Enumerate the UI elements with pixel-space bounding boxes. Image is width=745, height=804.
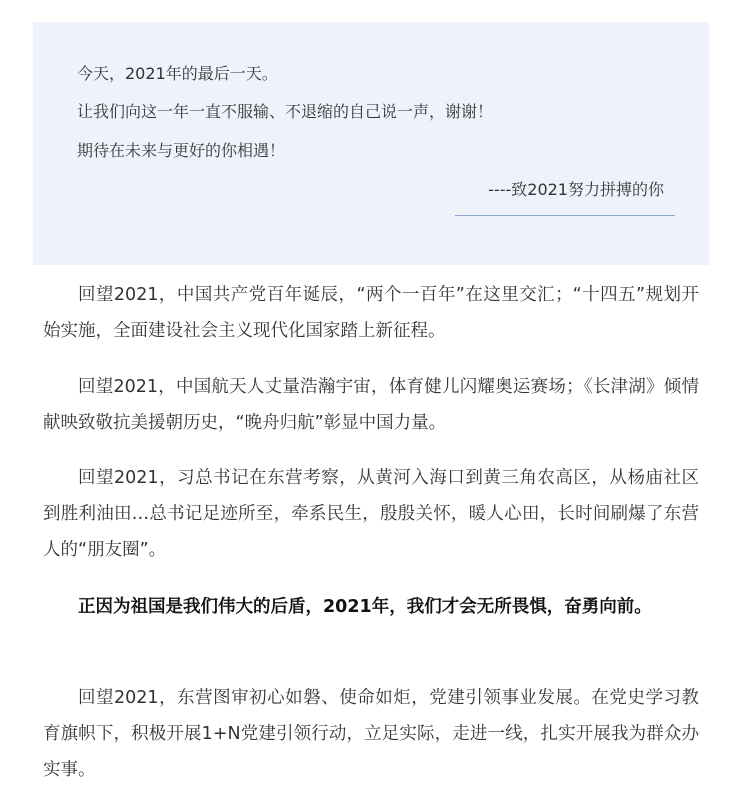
quote-signature: ----致2021努力拼搏的你 [488, 180, 664, 199]
emphasis-paragraph: 正因为祖国是我们伟大的后盾，2021年，我们才会无所畏惧，奋勇向前。 [78, 597, 652, 617]
paragraph: 回望2021，东营图审初心如磐、使命如炬，党建引领事业发展。在党史学习教育旗帜下，积极开展1+N党建引领行动，立足实际，走进一线，扎实开展我为群众办实事。 [43, 688, 699, 780]
quote-box [33, 22, 709, 265]
quote-line: 今天，2021年的最后一天。 [77, 64, 278, 83]
signature-divider [455, 215, 675, 216]
paragraph: 回望2021，中国航天人丈量浩瀚宇宙，体育健儿闪耀奥运赛场；《长津湖》倾情献映致敬抗美援朝历史，“晚舟归航”彰显中国力量。 [43, 377, 699, 433]
paragraph: 回望2021，中国共产党百年诞辰，“两个一百年”在这里交汇；“十四五”规划开始实施，全面建设社会主义现代化国家踏上新征程。 [43, 285, 699, 341]
paragraph: 回望2021，习总书记在东营考察，从黄河入海口到黄三角农高区，从杨庙社区到胜利油田…总书记足迹所至，牵系民生，殷殷关怀，暖人心田，长时间刷爆了东营人的“朋友圈”。 [43, 468, 699, 560]
quote-line: 让我们向这一年一直不服输、不退缩的自己说一声，谢谢！ [77, 102, 494, 121]
quote-line: 期待在未来与更好的你相遇！ [77, 141, 286, 160]
